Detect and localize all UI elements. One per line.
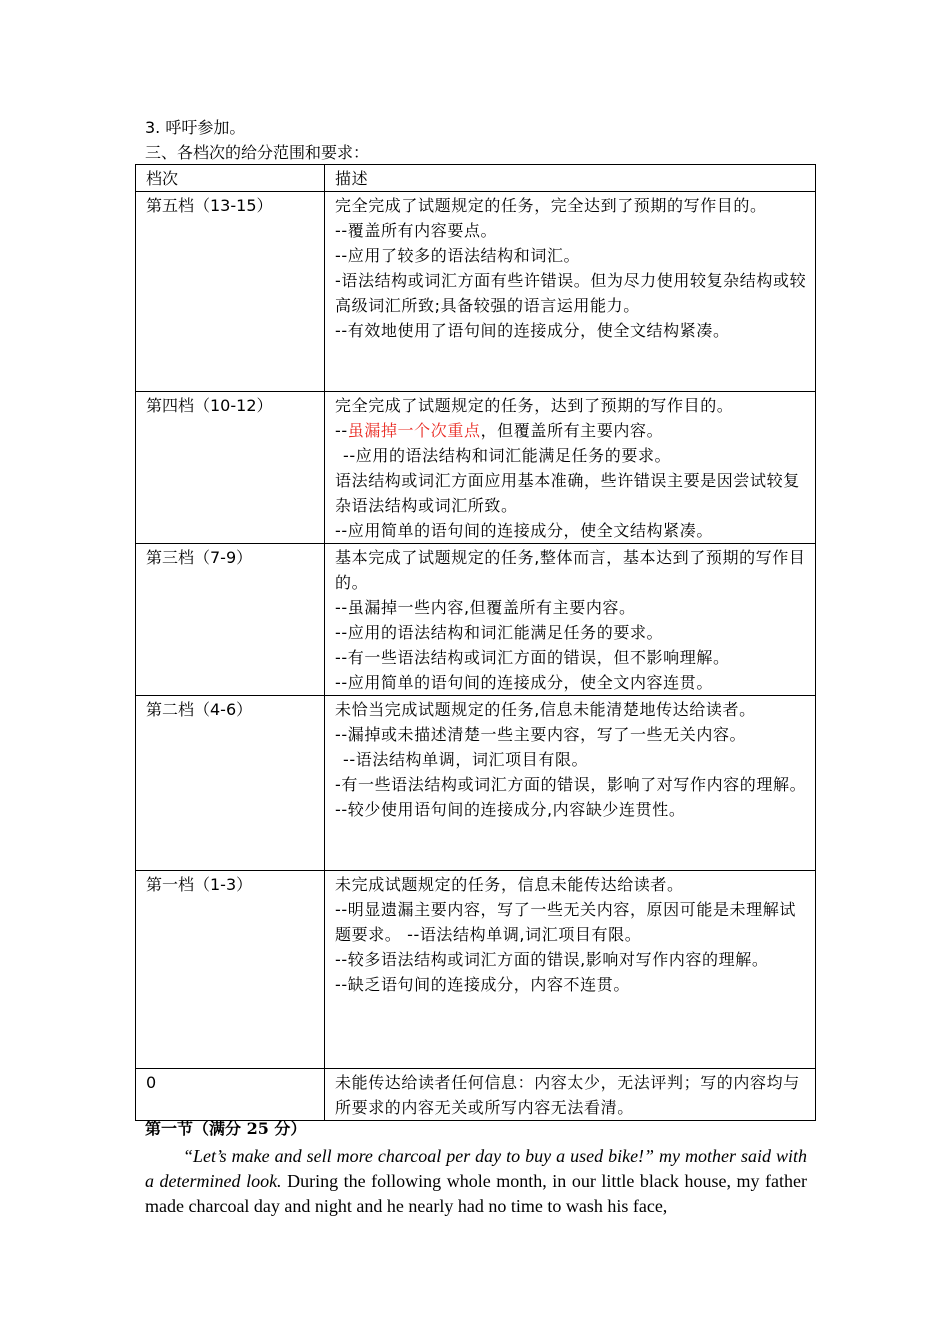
description-line: --应用简单的语句间的连接成分，使全文结构紧凑。 <box>335 521 713 540</box>
table-header-row <box>136 165 816 192</box>
description-line: --较多语法结构或词汇方面的错误,影响对写作内容的理解。 <box>335 950 769 969</box>
table-row <box>136 392 816 544</box>
description-line: -语法结构或词汇方面有些许错误。但为尽力使用较复杂结构或较高级词汇所致;具备较强的语言运用能力。 <box>335 271 807 315</box>
line-prefix: -- <box>335 421 348 440</box>
description-cell <box>325 392 816 544</box>
level-cell: 第四档（10-12） <box>136 392 325 544</box>
table-row <box>136 192 816 392</box>
description-line <box>335 418 807 443</box>
description-line: 未完成试题规定的任务，信息未能传达给读者。 <box>335 875 684 894</box>
passage-body: During the following whole month, in our little black house, my father made charcoal day and night and he nearly had no time to wash his face, <box>145 1171 808 1216</box>
description-line: --应用简单的语句间的连接成分，使全文内容连贯。 <box>335 673 713 692</box>
description-line: 语法结构或词汇方面应用基本准确，些许错误主要是因尝试较复杂语法结构或词汇所致。 <box>335 471 800 515</box>
description-cell <box>325 696 816 871</box>
header-description: 描述 <box>325 165 816 192</box>
description-line: --有效地使用了语句间的连接成分，使全文结构紧凑。 <box>335 321 730 340</box>
table-row <box>136 696 816 871</box>
intro-line-1: 3. 呼吁参加。 <box>145 118 246 137</box>
description-line: 未恰当完成试题规定的任务,信息未能清楚地传达给读者。 <box>335 700 756 719</box>
description-line: --语法结构单调，词汇项目有限。 <box>343 750 589 769</box>
table-row <box>136 871 816 1069</box>
description-line: --较少使用语句间的连接成分,内容缺少连贯性。 <box>335 800 686 819</box>
description-line: --应用了较多的语法结构和词汇。 <box>335 246 581 265</box>
description-line: 未能传达给读者任何信息：内容太少，无法评判；写的内容均与所要求的内容无关或所写内容无法看清。 <box>335 1073 800 1117</box>
description-line: --虽漏掉一些内容,但覆盖所有主要内容。 <box>335 598 636 617</box>
table-row <box>136 544 816 696</box>
description-line: --明显遗漏主要内容，写了一些无关内容，原因可能是未理解试题要求。 --语法结构单调,词汇项目有限。 <box>335 900 796 944</box>
description-line: 完全完成了试题规定的任务，完全达到了预期的写作目的。 <box>335 196 767 215</box>
description-cell <box>325 871 816 1069</box>
description-line: 基本完成了试题规定的任务,整体而言，基本达到了预期的写作目的。 <box>335 548 806 592</box>
level-cell: 0 <box>136 1069 325 1121</box>
scoring-rubric-table <box>135 164 816 1121</box>
intro-line-2: 三、各档次的给分范围和要求： <box>145 143 370 162</box>
description-line: --漏掉或未描述清楚一些主要内容，写了一些无关内容。 <box>335 725 747 744</box>
highlighted-text: 虽漏掉一个次重点 <box>347 421 481 440</box>
passage-quote: “Let’s make and sell more charcoal per day to buy a used bike!” my mother said with a determined look. <box>145 1146 807 1191</box>
description-cell <box>325 544 816 696</box>
level-cell: 第五档（13-15） <box>136 192 325 392</box>
rubric-body <box>136 192 816 1121</box>
section-title: 第一节（满分 25 分） <box>145 1119 307 1138</box>
description-line: 完全完成了试题规定的任务，达到了预期的写作目的。 <box>335 396 734 415</box>
header-level: 档次 <box>136 165 325 192</box>
level-cell: 第一档（1-3） <box>136 871 325 1069</box>
line-rest: ，但覆盖所有主要内容。 <box>480 421 664 440</box>
description-cell <box>325 1069 816 1121</box>
level-cell: 第二档（4-6） <box>136 696 325 871</box>
description-line: --有一些语法结构或词汇方面的错误，但不影响理解。 <box>335 648 730 667</box>
description-line: --应用的语法结构和词汇能满足任务的要求。 <box>343 446 672 465</box>
table-row <box>136 1069 816 1121</box>
description-cell <box>325 192 816 392</box>
level-cell: 第三档（7-9） <box>136 544 325 696</box>
reading-passage <box>145 1144 807 1219</box>
description-line: -有一些语法结构或词汇方面的错误，影响了对写作内容的理解。 <box>335 775 807 794</box>
description-line: --缺乏语句间的连接成分，内容不连贯。 <box>335 975 630 994</box>
description-line: --应用的语法结构和词汇能满足任务的要求。 <box>335 623 664 642</box>
description-line: --覆盖所有内容要点。 <box>335 221 498 240</box>
